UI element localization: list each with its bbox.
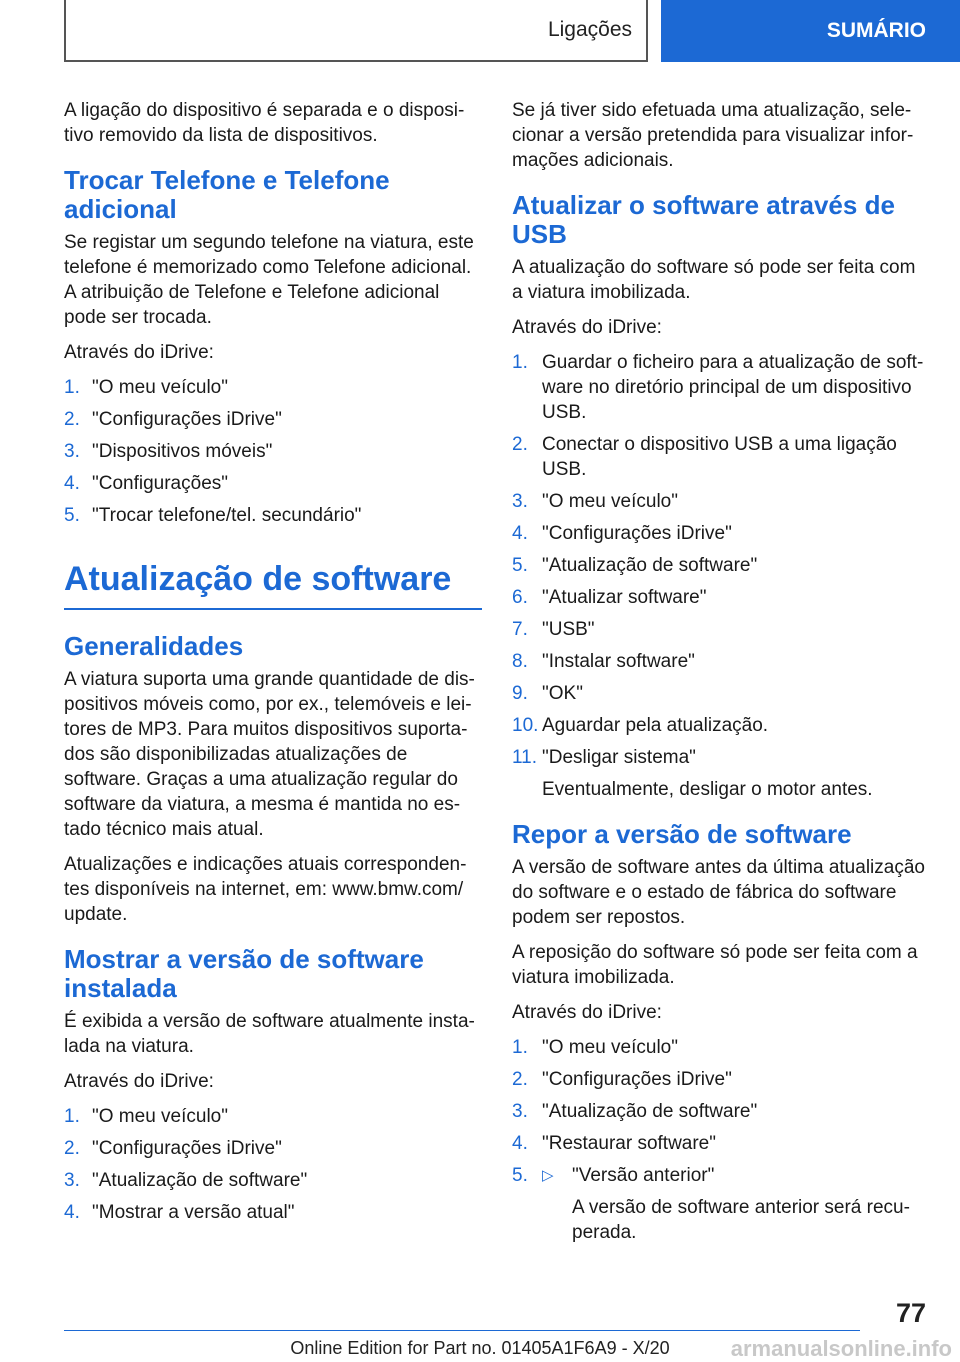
step-text: Aguardar pela atualização. (542, 715, 769, 736)
step-number: 4. (64, 1202, 80, 1223)
step-main-text: "Desligar sistema" (542, 747, 696, 768)
list-item (512, 489, 930, 514)
intro-paragraph: A ligação do dispositivo é separada e o disposi-tivo removido da lista de dispositivos. (64, 100, 465, 146)
step-text: "Configurações iDrive" (542, 1069, 732, 1090)
trocar-steps (64, 375, 482, 528)
step-number: 4. (512, 1133, 528, 1154)
watermark: armanualsonline.info (730, 1336, 952, 1361)
list-item (512, 521, 930, 546)
list-item (64, 1200, 482, 1225)
step-text: "Configurações iDrive" (542, 523, 732, 544)
section-title-mostrar: Mostrar a versão de software instalada (64, 944, 424, 1003)
mostrar-steps (64, 1104, 482, 1225)
step-number: 3. (512, 1101, 528, 1122)
repor-p1: A versão de software antes da última atualização do software e o estado de fábrica do software podem ser repostos. (512, 857, 925, 928)
list-item (512, 713, 930, 738)
list-item (512, 585, 930, 610)
triangle-right-icon: ▷ (542, 1167, 554, 1184)
step-text: "Instalar software" (542, 651, 695, 672)
repor-via: Através do iDrive: (512, 1002, 662, 1023)
step-text: "Atualização de software" (92, 1170, 308, 1191)
chapter-title: Atualização de software (64, 558, 482, 610)
list-item (512, 553, 930, 578)
list-item (64, 375, 482, 400)
step-text: Guardar o ficheiro para a atualização de soft-ware no diretório principal de um dispositivo USB. (542, 352, 924, 423)
trocar-via: Através do iDrive: (64, 342, 214, 363)
list-item (512, 617, 930, 642)
generalidades-p1: A viatura suporta uma grande quantidade de dis-positivos móveis como, por ex., telemóveis e lei-tores de MP3. Para muitos dispositivos suporta-dos são disponibilizadas atualizações de software. Graças a uma atualização regular do software da viatura, a mesma é mantida no es-tado técnico mais atual. (64, 669, 475, 840)
step-number: 10. (512, 715, 539, 736)
list-item (64, 471, 482, 496)
step-text: Conectar o dispositivo USB a uma ligação USB. (542, 434, 897, 480)
step-number: 5. (64, 505, 80, 526)
step-number: 1. (512, 1037, 528, 1058)
step-text (572, 1163, 930, 1245)
step-text: "OK" (542, 683, 583, 704)
list-item (64, 503, 482, 528)
right-intro-paragraph: Se já tiver sido efetuada uma atualização, sele-cionar a versão pretendida para visualizar infor-mações adicionais. (512, 100, 914, 171)
footer-edition: Online Edition for Part no. 01405A1F6A9 - X/20 (290, 1338, 670, 1358)
step-number: 1. (512, 352, 528, 373)
step-sub-text: Eventualmente, desligar o motor antes. (542, 779, 873, 800)
list-item (512, 1067, 930, 1092)
step-number: 9. (512, 683, 528, 704)
left-column (64, 98, 482, 1233)
step-number: 3. (512, 491, 528, 512)
step-text: "Trocar telefone/tel. secundário" (92, 505, 362, 526)
tab-ligacoes[interactable]: Ligações (64, 0, 648, 62)
step-number: 3. (64, 1170, 80, 1191)
generalidades-p2: Atualizações e indicações atuais corresponden-tes disponíveis na internet, em: www.bmw.com/ update. (64, 854, 467, 925)
step-number: 1. (64, 377, 80, 398)
step-text: "Mostrar a versão atual" (92, 1202, 295, 1223)
step-text: "O meu veículo" (92, 1106, 228, 1127)
step-text: "Atualização de software" (542, 555, 758, 576)
list-item (64, 407, 482, 432)
list-item (512, 1035, 930, 1060)
step-number: 5. (512, 555, 528, 576)
step-text (542, 745, 930, 802)
step-text: "Configurações" (92, 473, 229, 494)
list-item (64, 1136, 482, 1161)
usb-text: A atualização do software só pode ser feita com a viatura imobilizada. (512, 257, 916, 303)
trocar-text: Se registar um segundo telefone na viatura, este telefone é memorizado como Telefone adicional. A atribuição de Telefone e Telefone adicional pode ser trocada. (64, 232, 474, 328)
step-number: 7. (512, 619, 528, 640)
step-number: 2. (512, 1069, 528, 1090)
repor-steps (512, 1035, 930, 1245)
step-number: 6. (512, 587, 528, 608)
list-item (512, 432, 930, 482)
step-number: 2. (64, 409, 80, 430)
usb-steps (512, 350, 930, 802)
tab-sumario[interactable]: SUMÁRIO (661, 0, 960, 62)
step-main-text: "Versão anterior" (572, 1165, 715, 1186)
step-number: 4. (64, 473, 80, 494)
step-number: 5. (512, 1165, 528, 1186)
step-text: "O meu veículo" (542, 491, 678, 512)
list-item (512, 350, 930, 425)
list-item (64, 1104, 482, 1129)
page-number: 77 (895, 1298, 926, 1328)
step-text: "O meu veículo" (542, 1037, 678, 1058)
list-item (512, 1163, 930, 1245)
step-number: 11. (512, 747, 538, 768)
step-number: 2. (512, 434, 528, 455)
step-text: "Configurações iDrive" (92, 1138, 282, 1159)
list-item (64, 1168, 482, 1193)
step-number: 3. (64, 441, 80, 462)
mostrar-text: É exibida a versão de software atualmente insta-lada na viatura. (64, 1011, 475, 1057)
list-item (512, 681, 930, 706)
mostrar-via: Através do iDrive: (64, 1071, 214, 1092)
list-item (512, 1131, 930, 1156)
step-number: 8. (512, 651, 528, 672)
right-column (512, 98, 930, 1253)
step-text: "Dispositivos móveis" (92, 441, 273, 462)
section-title-trocar: Trocar Telefone e Telefone adicional (64, 165, 390, 224)
step-text: "USB" (542, 619, 595, 640)
step-text: "Restaurar software" (542, 1133, 716, 1154)
list-item (512, 1099, 930, 1124)
step-number: 2. (64, 1138, 80, 1159)
list-item (512, 649, 930, 674)
step-text: "O meu veículo" (92, 377, 228, 398)
list-item (64, 439, 482, 464)
step-number: 4. (512, 523, 528, 544)
step-text: "Atualização de software" (542, 1101, 758, 1122)
footer-divider (64, 1330, 860, 1331)
list-item (512, 745, 930, 802)
step-sub-text: A versão de software anterior será recu-perada. (572, 1197, 910, 1243)
section-title-repor: Repor a versão de software (512, 819, 852, 849)
section-title-generalidades: Generalidades (64, 631, 244, 661)
step-text: "Atualizar software" (542, 587, 707, 608)
usb-via: Através do iDrive: (512, 317, 662, 338)
step-number: 1. (64, 1106, 80, 1127)
step-text: "Configurações iDrive" (92, 409, 282, 430)
repor-p2: A reposição do software só pode ser feita com a viatura imobilizada. (512, 942, 918, 988)
section-title-usb: Atualizar o software através de USB (512, 190, 895, 249)
